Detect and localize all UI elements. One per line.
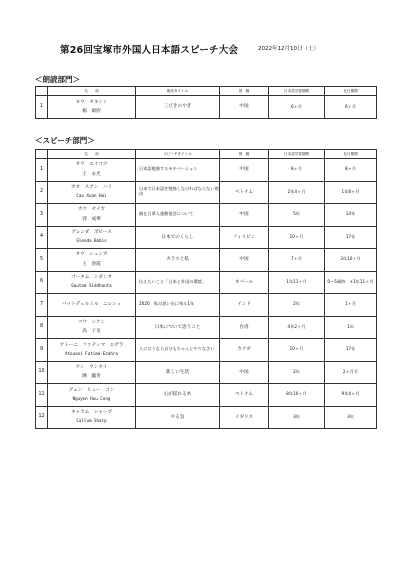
name-kana: コウ シケン bbox=[77, 319, 106, 325]
name-kana: キャラム シャープ bbox=[71, 410, 112, 416]
study-period: 5年 bbox=[293, 211, 300, 217]
study-period-cell bbox=[269, 294, 325, 317]
name-text: Nguyen Huu Cong bbox=[72, 395, 111, 401]
stay-period: 3年 bbox=[347, 413, 354, 419]
col-no bbox=[36, 150, 48, 159]
study-period: 3年 bbox=[293, 413, 300, 419]
nationality-cell bbox=[220, 361, 269, 384]
name-kana: ヨウ セキシン bbox=[75, 99, 108, 105]
study-period-cell bbox=[269, 226, 325, 249]
study-period: 6ヶ月 bbox=[290, 103, 303, 109]
table-header-row bbox=[36, 150, 377, 159]
title-cell bbox=[136, 226, 220, 249]
stay-period: 6ヶ月 bbox=[344, 103, 357, 109]
row-number bbox=[36, 271, 48, 294]
col-no bbox=[36, 87, 48, 96]
nationality: ネパール bbox=[234, 279, 254, 285]
name-text: 王 永光 bbox=[82, 171, 101, 177]
speech-title: 日本語勉強するモチベーション bbox=[139, 166, 198, 172]
event-date: 2022年12月10日（土） bbox=[258, 46, 319, 52]
name-cell bbox=[48, 339, 136, 362]
study-period-cell bbox=[269, 96, 325, 119]
row-number bbox=[36, 339, 48, 362]
col-nationality: 国 籍 bbox=[220, 87, 269, 96]
stay-period-cell bbox=[325, 204, 377, 227]
name-cell bbox=[48, 181, 136, 204]
stay-period: 1年8ヶ月 bbox=[341, 188, 360, 194]
row-no: 3 bbox=[39, 211, 44, 217]
study-period-cell bbox=[269, 339, 325, 362]
table-row bbox=[36, 226, 377, 249]
speech-title: 親在日華人運動協会について bbox=[139, 211, 194, 217]
speech-title: やる気 bbox=[170, 414, 185, 420]
recitation-table bbox=[35, 86, 377, 119]
title-cell bbox=[136, 181, 220, 204]
col-nationality: 国 籍 bbox=[220, 150, 269, 159]
name-kana: オウ シュンカ bbox=[75, 252, 108, 258]
nationality: インド bbox=[237, 302, 251, 308]
row-no: 8 bbox=[39, 324, 44, 330]
study-period: 2年 bbox=[293, 368, 300, 374]
nationality: 中国 bbox=[239, 257, 249, 263]
stay-period-cell bbox=[325, 96, 377, 119]
name-kana: ゴータム シダンタ bbox=[70, 275, 113, 281]
name-text: Cao Xuan Hai bbox=[76, 193, 107, 199]
title-cell bbox=[136, 339, 220, 362]
recitation-heading: ＜朗読部門＞ bbox=[35, 75, 80, 84]
row-no: 2 bbox=[39, 189, 44, 195]
title-cell bbox=[136, 204, 220, 227]
table-row bbox=[36, 339, 377, 362]
stay-period-cell bbox=[325, 249, 377, 272]
stay-period: 3年10ヶ月 bbox=[340, 256, 361, 262]
speech-heading: ＜スピーチ部門＞ bbox=[35, 136, 95, 145]
stay-period-cell bbox=[325, 271, 377, 294]
row-number bbox=[36, 316, 48, 339]
nationality: 中国 bbox=[239, 369, 249, 375]
nationality: 台湾 bbox=[239, 324, 249, 330]
col-study-period: 日本語学習期間 bbox=[269, 150, 325, 159]
name-text: 高 子皇 bbox=[82, 329, 101, 335]
title-cell bbox=[136, 271, 220, 294]
name-text: 郭 成華 bbox=[82, 216, 101, 222]
title-cell bbox=[136, 294, 220, 317]
name-kana: バットデュルミル ニレシュ bbox=[61, 302, 122, 308]
name-text: Gautam Siddhanta bbox=[71, 283, 112, 289]
col-name: 名 前 bbox=[48, 87, 136, 96]
stay-period: 8ヶ月 bbox=[344, 166, 357, 172]
study-period-cell bbox=[269, 249, 325, 272]
stay-period-cell bbox=[325, 159, 377, 182]
stay-period-cell bbox=[325, 226, 377, 249]
name-cell bbox=[48, 271, 136, 294]
row-no: 1 bbox=[39, 166, 44, 172]
nationality-cell bbox=[220, 271, 269, 294]
nationality-cell bbox=[220, 249, 269, 272]
speech-title: 日本でのくらし bbox=[161, 234, 194, 240]
col-stay-period: 在日期間 bbox=[325, 150, 377, 159]
study-period: 10ヶ月 bbox=[289, 346, 304, 352]
table-row bbox=[36, 294, 377, 317]
name-cell bbox=[48, 316, 136, 339]
nationality-cell bbox=[220, 339, 269, 362]
name-kana: グレンダ ボビース bbox=[71, 230, 112, 236]
name-text: 陳 蘊青 bbox=[82, 374, 101, 380]
name-text: 楊 碩欣 bbox=[82, 109, 101, 114]
name-cell bbox=[48, 384, 136, 407]
stay-period: 1ヶ月 bbox=[344, 301, 357, 307]
speech-title: 2020 私の思い出に残る1年 bbox=[139, 301, 195, 307]
name-kana: カオ スアン ハイ bbox=[70, 185, 113, 191]
speech-table bbox=[35, 149, 377, 429]
title-cell bbox=[136, 96, 220, 119]
stay-period: 0～5歳時 +1年11ヶ月 bbox=[327, 278, 374, 284]
nationality-cell bbox=[220, 181, 269, 204]
study-period-cell bbox=[269, 361, 325, 384]
name-kana: オウ エイコウ bbox=[75, 162, 108, 168]
speech-title: 新しい生活 bbox=[166, 369, 189, 375]
nationality-cell bbox=[220, 316, 269, 339]
row-no: 6 bbox=[39, 279, 44, 285]
title-cell bbox=[136, 249, 220, 272]
nationality: 中国 bbox=[239, 167, 249, 173]
study-period-cell bbox=[269, 204, 325, 227]
study-period: 2年4ヶ月 bbox=[287, 188, 306, 194]
name-text: 王 春霞 bbox=[82, 261, 101, 267]
nationality-cell bbox=[220, 294, 269, 317]
title-cell bbox=[136, 384, 220, 407]
stay-period: 9年4ヶ月 bbox=[341, 391, 360, 397]
title-cell bbox=[136, 316, 220, 339]
study-period: 7ヶ月 bbox=[290, 256, 303, 262]
stay-period-cell bbox=[325, 406, 377, 429]
name-text: Glenda Bobis bbox=[76, 238, 107, 244]
speech-title: 人に言うなら自分もちゃんとやりなさい bbox=[139, 346, 215, 352]
table-row bbox=[36, 204, 377, 227]
stay-period: 17年 bbox=[345, 346, 356, 352]
table-row bbox=[36, 406, 377, 429]
nationality: イギリス bbox=[234, 414, 254, 420]
row-no: 11 bbox=[38, 391, 45, 397]
name-cell bbox=[48, 361, 136, 384]
speech-title: 心が揺れる木 bbox=[163, 392, 192, 398]
study-period-cell bbox=[269, 181, 325, 204]
row-number bbox=[36, 181, 48, 204]
stay-period: 2ヶ月半 bbox=[342, 368, 359, 374]
title-cell bbox=[136, 159, 220, 182]
row-number bbox=[36, 226, 48, 249]
study-period: 8ヶ月 bbox=[290, 166, 303, 172]
title-cell bbox=[136, 406, 220, 429]
col-name: 名 前 bbox=[48, 150, 136, 159]
table-row bbox=[36, 181, 377, 204]
table-row bbox=[36, 271, 377, 294]
row-number bbox=[36, 361, 48, 384]
study-period-cell bbox=[269, 384, 325, 407]
name-kana: カク セイカ bbox=[77, 207, 106, 213]
name-text: Atouani Fatima-Ezahra bbox=[65, 350, 118, 356]
table-row bbox=[36, 159, 377, 182]
col-stay-period: 在日期間 bbox=[325, 87, 377, 96]
name-kana: アトーニ ファティマ エザラ bbox=[59, 342, 124, 348]
stay-period-cell bbox=[325, 339, 377, 362]
stay-period-cell bbox=[325, 181, 377, 204]
row-number bbox=[36, 406, 48, 429]
row-no: 1 bbox=[39, 104, 44, 110]
name-cell bbox=[48, 294, 136, 317]
name-kana: グェン ヒュー コン bbox=[68, 387, 115, 393]
row-no: 7 bbox=[39, 301, 44, 307]
nationality-cell bbox=[220, 96, 269, 119]
stay-period: 1年 bbox=[347, 323, 354, 329]
nationality: 中国 bbox=[239, 104, 249, 110]
table-row bbox=[36, 316, 377, 339]
col-title: 朗読タイトル bbox=[136, 87, 220, 96]
row-no: 4 bbox=[39, 234, 44, 240]
speech-title: カラスと私 bbox=[166, 257, 189, 263]
study-period-cell bbox=[269, 406, 325, 429]
speech-title: 伝えたいこと「日本と外国の環境」 bbox=[139, 278, 207, 284]
title-cell bbox=[136, 361, 220, 384]
row-no: 5 bbox=[39, 256, 44, 262]
row-no: 10 bbox=[38, 369, 45, 375]
table-row bbox=[36, 384, 377, 407]
nationality: ベトナム bbox=[234, 392, 254, 398]
nationality: カナダ bbox=[237, 347, 251, 353]
study-period-cell bbox=[269, 271, 325, 294]
table-row bbox=[36, 361, 377, 384]
col-title: スピーチタイトル bbox=[136, 150, 220, 159]
name-cell bbox=[48, 249, 136, 272]
study-period: 4年2ヶ月 bbox=[287, 323, 306, 329]
speech-title: 日本で日本語を勉強しなければならない理由 bbox=[139, 186, 219, 197]
name-kana: チン ウンセイ bbox=[75, 364, 108, 370]
nationality-cell bbox=[220, 204, 269, 227]
row-number bbox=[36, 204, 48, 227]
row-no: 9 bbox=[39, 346, 44, 352]
stay-period-cell bbox=[325, 316, 377, 339]
study-period: 1年11ヶ月 bbox=[286, 278, 307, 284]
row-number bbox=[36, 294, 48, 317]
nationality-cell bbox=[220, 384, 269, 407]
nationality-cell bbox=[220, 159, 269, 182]
study-period-cell bbox=[269, 159, 325, 182]
study-period: 8年10ヶ月 bbox=[286, 391, 307, 397]
stay-period-cell bbox=[325, 384, 377, 407]
table-row bbox=[36, 96, 377, 119]
stay-period-cell bbox=[325, 294, 377, 317]
col-study-period: 日本語学習期間 bbox=[269, 87, 325, 96]
name-cell bbox=[48, 159, 136, 182]
name-text: Callum Sharp bbox=[76, 418, 107, 424]
nationality-cell bbox=[220, 406, 269, 429]
name-cell bbox=[48, 204, 136, 227]
study-period: 10ヶ月 bbox=[289, 233, 304, 239]
study-period-cell bbox=[269, 316, 325, 339]
name-cell bbox=[48, 96, 136, 119]
table-header-row bbox=[36, 87, 377, 96]
speech-title: 日本について思うこと bbox=[154, 324, 201, 330]
study-period: 2年 bbox=[293, 301, 300, 307]
stay-period-cell bbox=[325, 361, 377, 384]
row-number bbox=[36, 159, 48, 182]
page-title: 第26回宝塚市外国人日本語スピーチ大会 bbox=[60, 45, 239, 56]
nationality-cell bbox=[220, 226, 269, 249]
stay-period: 17年 bbox=[345, 233, 356, 239]
row-number bbox=[36, 384, 48, 407]
row-number bbox=[36, 96, 48, 119]
nationality: ベトナム bbox=[234, 189, 254, 195]
name-cell bbox=[48, 226, 136, 249]
table-row bbox=[36, 249, 377, 272]
speech-title: 三びきのやぎ bbox=[163, 104, 192, 110]
name-cell bbox=[48, 406, 136, 429]
stay-period: 14年 bbox=[345, 211, 356, 217]
row-number bbox=[36, 249, 48, 272]
nationality: フィリピン bbox=[232, 234, 256, 240]
row-no: 12 bbox=[38, 414, 45, 420]
nationality: 中国 bbox=[239, 212, 249, 218]
